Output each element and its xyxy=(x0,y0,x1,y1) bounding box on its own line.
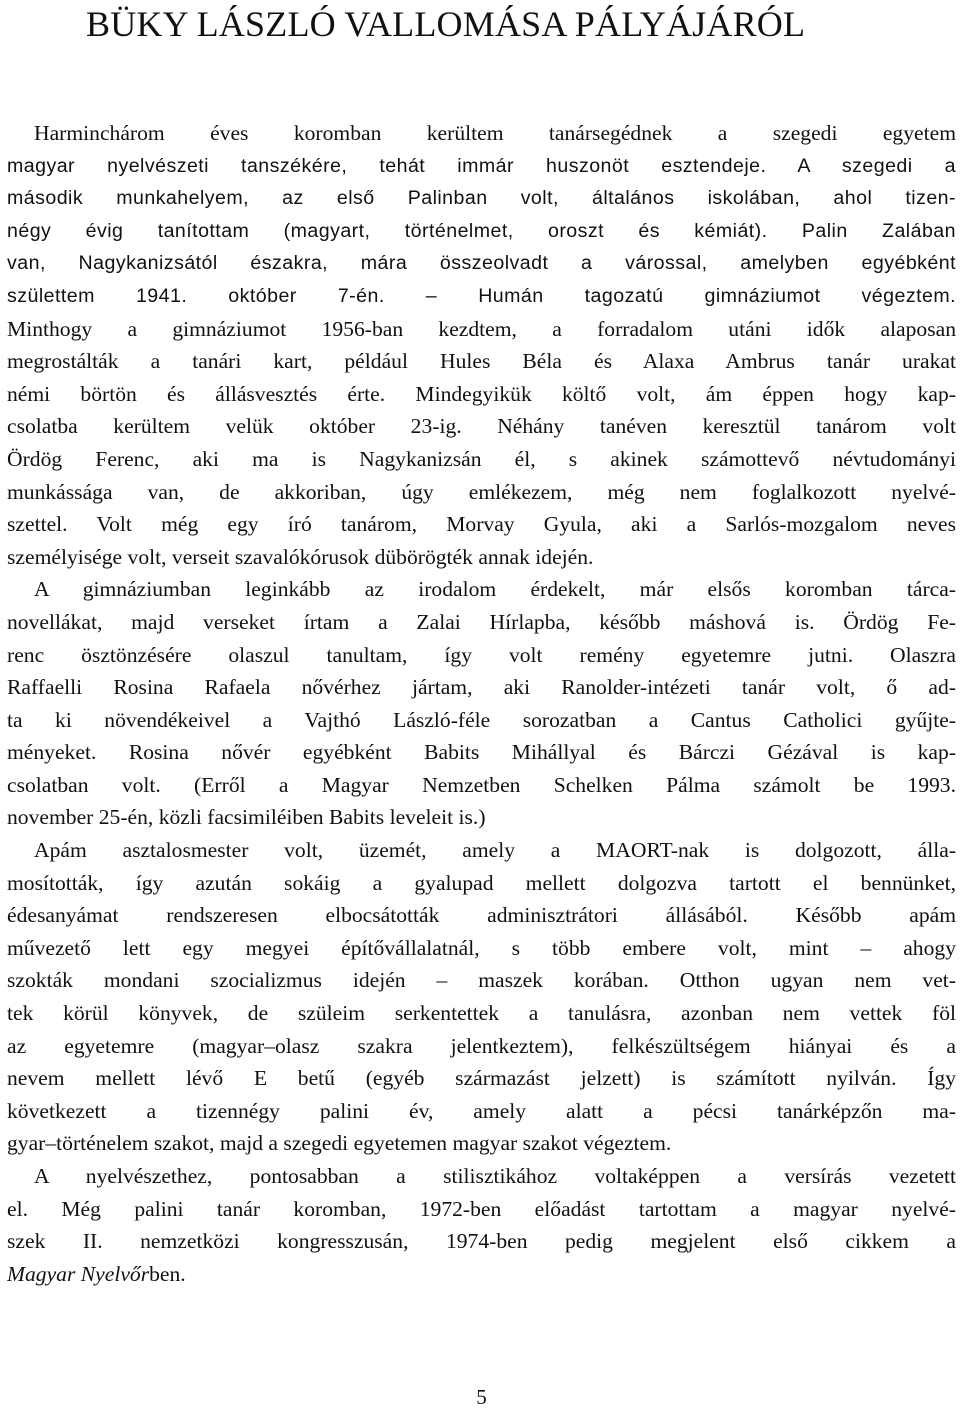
paragraph-1 xyxy=(7,117,956,573)
paragraph-last-line xyxy=(7,1258,956,1291)
paragraph-line: művezető lett egy megyei építővállalatnál, s több embere volt, mint – ahogy xyxy=(7,935,956,960)
paragraph-line: A nyelvészethez, pontosabban a stilisztikához voltaképpen a versírás vezetett xyxy=(34,1164,956,1188)
paragraph-2 xyxy=(7,573,956,834)
paragraph-line: tek körül könyvek, de szüleim serkentettek a tanulásra, azonban nem vettek föl xyxy=(7,1001,956,1026)
page-title: BÜKY LÁSZLÓ VALLOMÁSA PÁLYÁJÁRÓL xyxy=(86,4,806,44)
paragraph-line: van, Nagykanizsától északra, mára összeolvadt a várossal, amelyben egyébként xyxy=(7,252,956,275)
paragraph-line: Minthogy a gimnáziumot 1956-ban kezdtem, a forradalom utáni idők alaposan xyxy=(7,316,956,341)
paragraph-line: nevem mellett lévő E betű (egyéb származást jelzett) is számított nyilván. Így xyxy=(7,1066,956,1091)
paragraph-line: második munkahelyem, az első Palinban volt, általános iskolában, ahol tizen- xyxy=(7,187,956,210)
paragraph-line: következett a tizennégy palini év, amely alatt a pécsi tanárképzőn ma- xyxy=(7,1098,956,1123)
paragraph-4 xyxy=(7,1160,956,1290)
paragraph-line: szek II. nemzetközi kongresszusán, 1974-ben pedig megjelent első cikkem a xyxy=(7,1229,956,1254)
paragraph-line: Raffaelli Rosina Rafaela nővérhez jártam, aki Ranolder-intézeti tanár volt, ő ad- xyxy=(7,675,956,700)
paragraph-line: el. Még palini tanár koromban, 1972-ben előadást tartottam a magyar nyelvé- xyxy=(7,1196,956,1221)
paragraph-line: Harminchárom éves koromban kerültem tanársegédnek a szegedi egyetem xyxy=(34,121,956,145)
journal-title: Magyar Nyelvőr xyxy=(7,1261,150,1286)
paragraph-3 xyxy=(7,834,956,1160)
paragraph-line: magyar nyelvészeti tanszékére, tehát immár huszonöt esztendeje. A szegedi a xyxy=(7,154,956,177)
paragraph-line: megrostálták a tanári kart, például Hules Béla és Alaxa Ambrus tanár urakat xyxy=(7,349,956,374)
paragraph-line: az egyetemre (magyar–olasz szakra jelentkeztem), felkészültségem hiányai és a xyxy=(7,1033,956,1058)
paragraph-line: A gimnáziumban leginkább az irodalom érdekelt, már elsős koromban tárca- xyxy=(34,577,956,602)
paragraph-line: ményeket. Rosina nővér egyébként Babits Mihállyal és Bárczi Gézával is kap- xyxy=(7,740,956,765)
paragraph-line: személyisége volt, verseit szavalókórusok dübörögték annak idején. xyxy=(7,544,594,569)
paragraph-line: Ördög Ferenc, aki ma is Nagykanizsán él, s akinek számottevő névtudományi xyxy=(7,446,956,471)
paragraph-line: Apám asztalosmester volt, üzemét, amely a MAORT-nak is dolgozott, álla- xyxy=(34,838,956,863)
paragraph-line: munkássága van, de akkoriban, úgy emlékezem, még nem foglalkozott nyelvé- xyxy=(7,479,956,504)
paragraph-line: csolatban volt. (Erről a Magyar Nemzetben Schelken Pálma számolt be 1993. xyxy=(7,772,956,797)
paragraph-line: gyar–történelem szakot, majd a szegedi egyetemen magyar szakot végeztem. xyxy=(7,1131,672,1156)
paragraph-line: némi börtön és állásvesztés érte. Mindegyikük költő volt, ám éppen hogy kap- xyxy=(7,381,956,406)
paragraph-line: édesanyámat rendszeresen elbocsátották adminisztrátori állásából. Később apám xyxy=(7,903,956,928)
journal-title-suffix: ben. xyxy=(149,1261,186,1286)
paragraph-line: szettel. Volt még egy író tanárom, Morvay Gyula, aki a Sarlós-mozgalom neves xyxy=(7,512,956,537)
paragraph-line: mosították, így azután sokáig a gyalupad mellett dolgozva tartott el bennünket, xyxy=(7,870,956,895)
paragraph-line: négy évig tanítottam (magyart, történelmet, oroszt és kémiát). Palin Zalában xyxy=(7,219,956,242)
paragraph-line: szokták mondani szocializmus idején – maszek korában. Otthon ugyan nem vet- xyxy=(7,968,956,993)
paragraph-line: csolatba kerültem velük október 23-ig. Néhány tanéven keresztül tanárom volt xyxy=(7,414,956,439)
document-body xyxy=(7,117,956,1290)
paragraph-line: novellákat, majd verseket írtam a Zalai Hírlapba, később máshová is. Ördög Fe- xyxy=(7,609,956,634)
page-number: 5 xyxy=(476,1385,487,1409)
document-page xyxy=(7,0,956,1411)
paragraph-line: ta ki növendékeivel a Vajthó László-féle sorozatban a Cantus Catholici gyűjte- xyxy=(7,707,956,732)
paragraph-line: születtem 1941. október 7-én. – Humán tagozatú gimnáziumot végeztem. xyxy=(7,284,956,307)
paragraph-line: november 25-én, közli facsimiléiben Babits leveleit is.) xyxy=(7,805,486,830)
paragraph-line: renc ösztönzésére olaszul tanultam, így volt remény egyetemre jutni. Olaszra xyxy=(7,642,956,667)
